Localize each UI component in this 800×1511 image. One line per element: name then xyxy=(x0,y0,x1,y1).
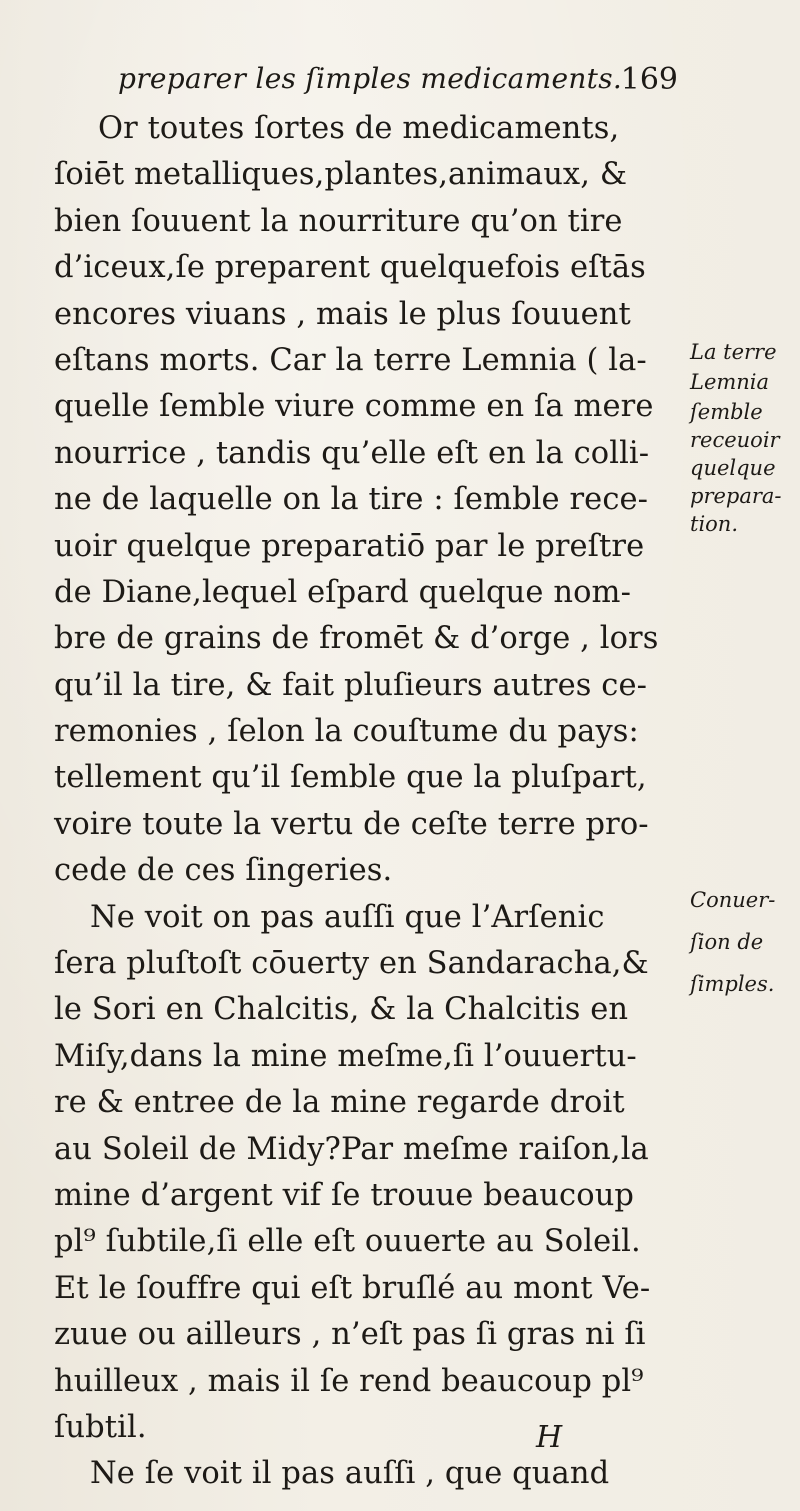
text-line: Ne voit on pas auſſi que l’Arſenic xyxy=(90,899,605,935)
text-line: au Soleil de Midy?Par meſme raiſon,la xyxy=(54,1131,649,1167)
text-line: encores viuans , mais le plus ſouuent xyxy=(54,296,631,332)
text-line: ſoiēt metalliques,plantes,animaux, & xyxy=(54,157,628,193)
text-line: ſera pluſtoſt cōuerty en Sandaracha,& xyxy=(54,946,649,982)
text-line: voire toute la vertu de ceſte terre pro- xyxy=(54,806,649,842)
text-line: de Diane,lequel eſpard quelque nom- xyxy=(54,574,631,610)
margin-note-line: Conuer- xyxy=(690,888,776,912)
text-line: d’iceux,ſe preparent quelquefois eſtās xyxy=(54,250,646,286)
text-line: Ne ſe voit il pas auſſi , que quand xyxy=(90,1456,610,1492)
page-header xyxy=(118,62,678,102)
margin-note-line: prepara- xyxy=(690,484,782,508)
text-line: tellement qu’il ſemble que la pluſpart, xyxy=(54,760,647,796)
text-line: ne de laquelle on la tire : ſemble rece- xyxy=(54,482,649,518)
signature-mark: H xyxy=(536,1420,563,1455)
margin-note-line: ſimples. xyxy=(690,972,775,996)
margin-note-line: La terre xyxy=(690,340,777,364)
page-number: 169 xyxy=(620,62,678,97)
text-line: bre de grains de fromēt & d’orge , lors xyxy=(54,621,659,657)
text-line: Miſy,dans la mine meſme,ſi l’ouuertu- xyxy=(54,1038,637,1074)
text-line: bien ſouuent la nourriture qu’on tire xyxy=(54,203,623,239)
running-title: preparer les ſimples medicaments. xyxy=(118,62,623,95)
text-line: qu’il la tire, & fait pluſieurs autres ce- xyxy=(54,667,648,703)
text-line: ſubtil. xyxy=(54,1409,147,1445)
body-text xyxy=(50,106,690,1498)
text-line: pl⁹ ſubtile,ſi elle eſt ouuerte au Soleil. xyxy=(54,1224,641,1260)
margin-note-line: ſion de xyxy=(690,930,764,954)
text-line: huilleux , mais il ſe rend beaucoup pl⁹ xyxy=(54,1363,644,1399)
margin-note-line: tion. xyxy=(690,512,738,536)
margin-note-line: receuoir xyxy=(690,428,780,452)
text-line: uoir quelque preparatiō par le preſtre xyxy=(54,528,645,564)
text-line: re & entree de la mine regarde droit xyxy=(54,1085,625,1121)
margin-note-line: ſemble xyxy=(690,400,763,424)
margin-note-line: quelque xyxy=(690,456,776,480)
text-line: quelle ſemble viure comme en ſa mere xyxy=(54,389,654,425)
text-line: le Sori en Chalcitis, & la Chalcitis en xyxy=(54,992,629,1028)
text-line: Or toutes ſortes de medicaments, xyxy=(98,111,620,146)
text-line: eſtans morts. Car la terre Lemnia ( la- xyxy=(54,342,647,378)
margin-note-line: Lemnia xyxy=(690,370,770,394)
text-line: mine d’argent vif ſe trouue beaucoup xyxy=(54,1177,635,1213)
text-line: cede de ces ſingeries. xyxy=(54,853,393,889)
text-line: zuue ou ailleurs , n’eſt pas ſi gras ni ſi xyxy=(54,1317,646,1353)
text-line: remonies , ſelon la couſtume du pays: xyxy=(54,714,639,750)
text-line: nourrice , tandis qu’elle eſt en la colli- xyxy=(54,435,650,471)
text-line: Et le ſouffre qui eſt bruſlé au mont Ve- xyxy=(54,1270,651,1306)
